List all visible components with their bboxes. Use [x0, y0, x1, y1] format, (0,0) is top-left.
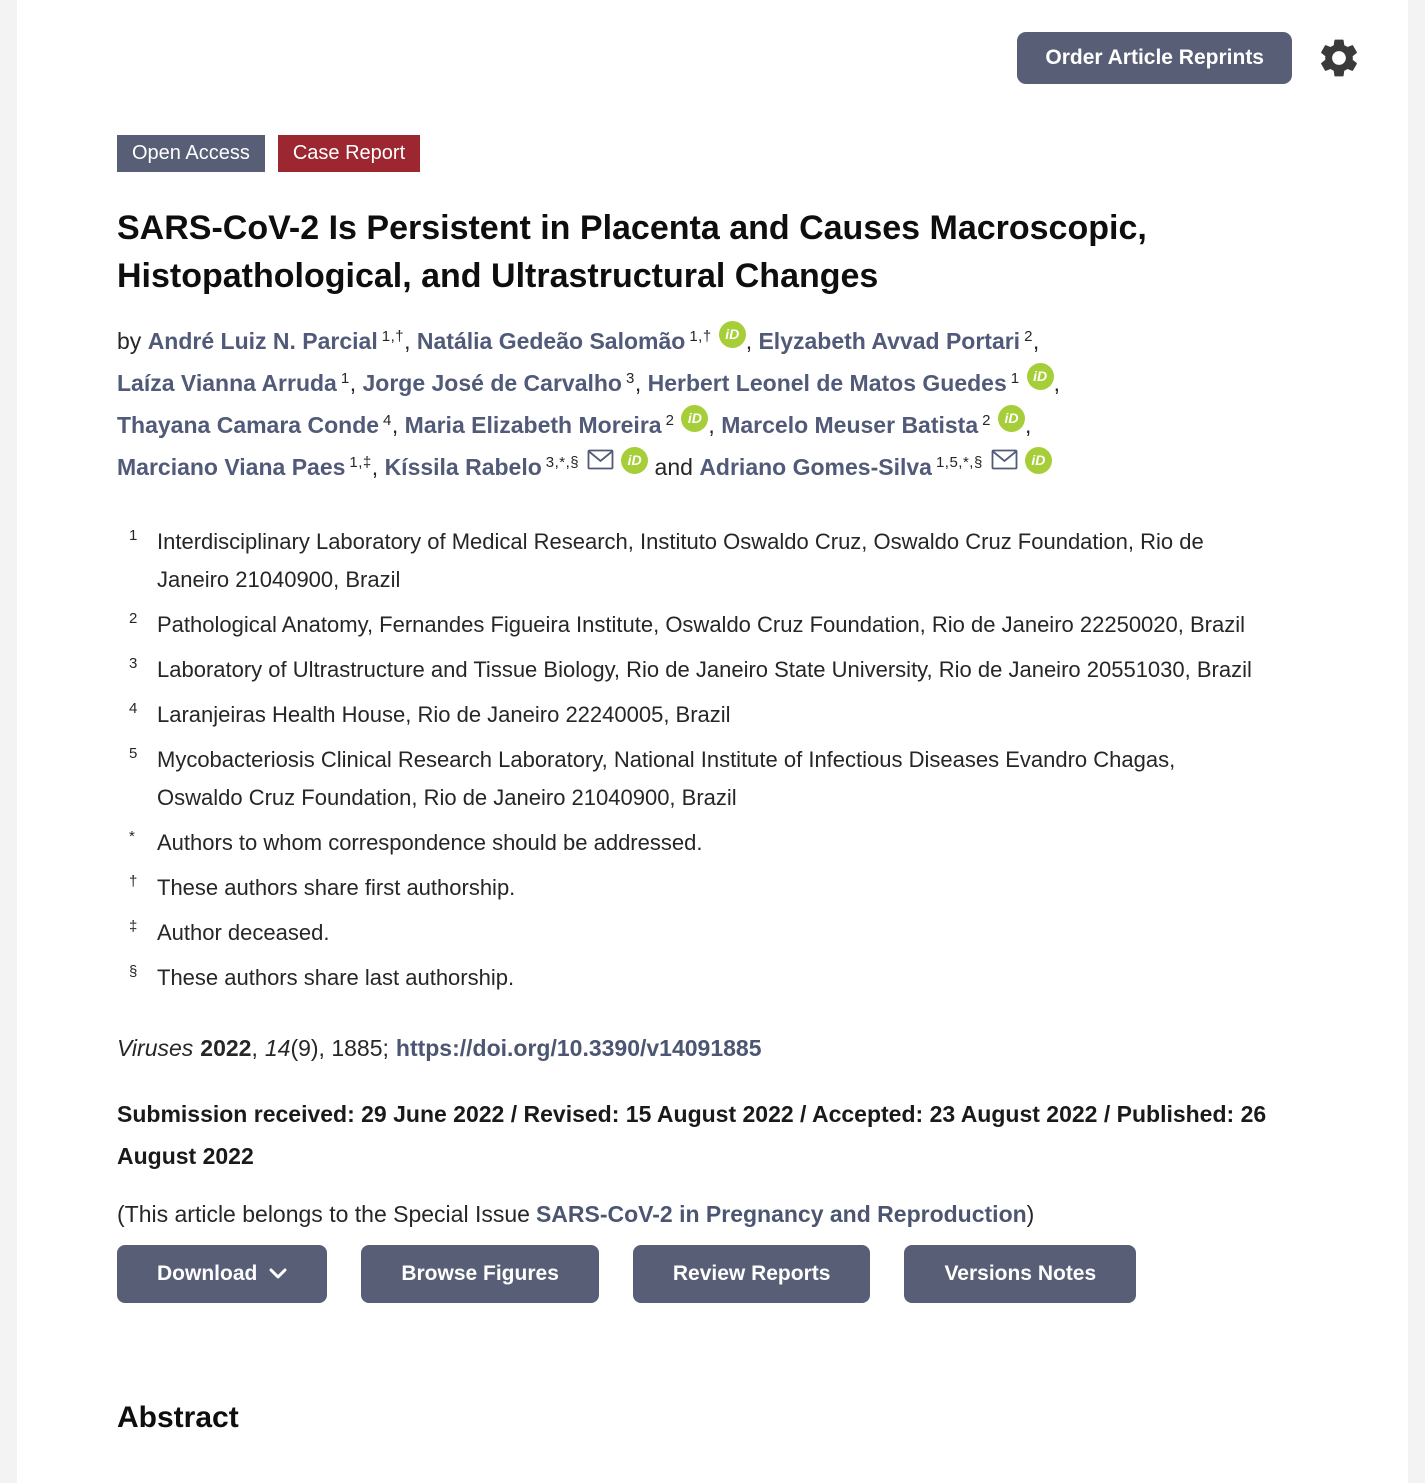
button-label: Download — [157, 1262, 258, 1285]
author-name-link[interactable]: Jorge José de Carvalho — [362, 370, 622, 396]
affiliation-marker: 4 — [129, 700, 138, 717]
affiliation-text: Laboratory of Ultrastructure and Tissue Biology, Rio de Janeiro State University, Rio de Janeiro 20551030, Brazil — [157, 657, 1252, 682]
author-separator: , — [745, 328, 759, 354]
affiliation-item — [117, 824, 1252, 862]
author-separator: , — [391, 412, 405, 438]
author-name-link[interactable]: Thayana Camara Conde — [117, 412, 380, 438]
doi-link[interactable]: https://doi.org/10.3390/v14091885 — [395, 1035, 762, 1061]
chevron-down-icon — [269, 1262, 287, 1286]
affiliation-text: Authors to whom correspondence should be addressed. — [157, 830, 703, 855]
affiliation-text: Mycobacteriosis Clinical Research Laboratory, National Institute of Infectious Diseases Evandro Chagas, Oswaldo Cruz Foundation, Rio de Janeiro 21040900, Brazil — [157, 747, 1176, 810]
author-superscript: 3,*,§ — [545, 454, 580, 471]
author — [117, 454, 385, 480]
author — [117, 412, 405, 438]
author-superscript: 1,‡ — [349, 454, 372, 471]
abstract-heading: Abstract — [117, 1401, 239, 1434]
affiliation-item — [117, 606, 1252, 644]
author-separator: , — [371, 454, 385, 480]
author-name-link[interactable]: Natália Gedeão Salomão — [416, 328, 686, 354]
affiliation-marker: ‡ — [129, 918, 138, 935]
open-access-badge: Open Access — [117, 135, 265, 172]
author-separator: and — [648, 454, 700, 480]
affiliation-text: These authors share first authorship. — [157, 875, 516, 900]
journal-name: Viruses — [117, 1035, 194, 1061]
author-superscript: 1 — [340, 370, 350, 387]
author-superscript: 2 — [665, 412, 675, 429]
author — [117, 370, 362, 396]
affiliation-text: Interdisciplinary Laboratory of Medical Research, Instituto Oswaldo Cruz, Oswaldo Cruz Foundation, Rio de Janeiro 21040900, Brazil — [157, 529, 1204, 592]
gear-icon[interactable] — [1316, 35, 1362, 81]
citation-issue-pages: (9), 1885; — [290, 1035, 389, 1061]
author-name-link[interactable]: Marciano Viana Paes — [117, 454, 346, 480]
author — [405, 412, 722, 438]
browse-figures-button[interactable] — [361, 1245, 599, 1303]
affiliation-text: Pathological Anatomy, Fernandes Figueira Institute, Oswaldo Cruz Foundation, Rio de Janeiro 22250020, Brazil — [157, 612, 1245, 637]
author — [758, 328, 1039, 354]
case-report-badge: Case Report — [278, 135, 420, 172]
author-name-link[interactable]: Herbert Leonel de Matos Guedes — [647, 370, 1007, 396]
author-superscript: 4 — [383, 412, 392, 429]
article-title: SARS-CoV-2 Is Persistent in Placenta and Causes Macroscopic, Histopathological, and Ultrastructural Changes — [117, 209, 1147, 295]
author-superscript: 2 — [982, 412, 991, 429]
author-name-link[interactable]: Laíza Vianna Arruda — [117, 370, 337, 396]
affiliation-marker: 2 — [129, 610, 138, 627]
affiliations-list — [117, 523, 1252, 997]
action-buttons-row — [117, 1245, 1362, 1303]
affiliation-text: Author deceased. — [157, 920, 330, 945]
submission-dates: Submission received: 29 June 2022 / Revised: 15 August 2022 / Accepted: 23 August 2022 / Published: 26 August 2022 — [117, 1101, 1267, 1169]
affiliation-marker: * — [129, 828, 135, 845]
author-superscript: 1,† — [381, 328, 405, 345]
affiliation-item — [117, 651, 1252, 689]
top-bar — [117, 0, 1362, 84]
download-button[interactable] — [117, 1245, 327, 1303]
affiliation-text: These authors share last authorship. — [157, 965, 515, 990]
affiliation-marker: † — [129, 873, 138, 890]
special-issue-prefix: (This article belongs to the Special Issue — [117, 1201, 530, 1227]
author-separator: , — [634, 370, 648, 396]
special-issue-note — [117, 1195, 1362, 1233]
author-separator: , — [349, 370, 363, 396]
author-name-link[interactable]: Elyzabeth Avvad Portari — [758, 328, 1021, 354]
author-superscript: 2 — [1024, 328, 1033, 345]
button-label: Versions Notes — [944, 1262, 1097, 1285]
button-label: Browse Figures — [401, 1262, 559, 1285]
author-separator: , — [1024, 412, 1032, 438]
citation-line — [117, 1029, 1362, 1067]
citation-separator: , — [251, 1035, 258, 1061]
affiliation-item — [117, 869, 1252, 907]
author-name-link[interactable]: Adriano Gomes-Silva — [699, 454, 932, 480]
badges-row — [117, 135, 1362, 172]
author-separator: , — [708, 412, 722, 438]
affiliation-item — [117, 914, 1252, 952]
email-envelope-icon[interactable] — [991, 443, 1018, 481]
author — [148, 328, 417, 354]
author — [385, 454, 700, 480]
affiliation-marker: § — [129, 963, 138, 980]
orcid-id-icon[interactable]: iD — [621, 447, 648, 474]
author-superscript: 1 — [1010, 370, 1020, 387]
author-name-link[interactable]: André Luiz N. Parcial — [147, 328, 378, 354]
orcid-id-icon[interactable]: iD — [719, 321, 746, 348]
special-issue-suffix: ) — [1026, 1201, 1035, 1227]
affiliation-item — [117, 696, 1252, 734]
button-label: Review Reports — [672, 1262, 831, 1285]
author — [417, 328, 759, 354]
affiliation-item — [117, 741, 1252, 817]
orcid-id-icon[interactable]: iD — [998, 405, 1025, 432]
author-superscript: 3 — [625, 370, 635, 387]
affiliation-marker: 3 — [129, 655, 138, 672]
author-separator: , — [1053, 370, 1060, 396]
special-issue-link[interactable]: SARS-CoV-2 in Pregnancy and Reproduction — [535, 1201, 1027, 1227]
author-byline — [117, 322, 1267, 490]
affiliation-item — [117, 523, 1252, 599]
orcid-id-icon[interactable]: iD — [1025, 447, 1052, 474]
by-prefix: by — [117, 328, 148, 354]
author-superscript: 1,5,*,§ — [935, 454, 983, 471]
versions-notes-button[interactable] — [904, 1245, 1136, 1303]
author-name-link[interactable]: Kíssila Rabelo — [384, 454, 542, 480]
affiliation-marker: 1 — [129, 527, 138, 544]
author — [362, 370, 647, 396]
author-name-link[interactable]: Marcelo Meuser Batista — [721, 412, 979, 438]
email-envelope-icon[interactable] — [587, 443, 614, 481]
citation-volume: 14 — [264, 1035, 291, 1061]
affiliation-text: Laranjeiras Health House, Rio de Janeiro 22240005, Brazil — [157, 702, 731, 727]
author-separator: , — [1032, 328, 1040, 354]
affiliation-marker: 5 — [129, 745, 138, 762]
author — [699, 454, 1052, 480]
article-page — [17, 0, 1408, 1483]
orcid-id-icon[interactable]: iD — [681, 405, 708, 432]
author — [721, 412, 1031, 438]
author — [648, 370, 1060, 396]
citation-year: 2022 — [200, 1035, 252, 1061]
affiliation-item — [117, 959, 1252, 997]
order-article-reprints-button[interactable]: Order Article Reprints — [1017, 32, 1292, 84]
review-reports-button[interactable] — [633, 1245, 871, 1303]
author-separator: , — [404, 328, 417, 354]
author-name-link[interactable]: Maria Elizabeth Moreira — [404, 412, 662, 438]
author-superscript: 1,† — [689, 328, 712, 345]
orcid-id-icon[interactable]: iD — [1027, 363, 1054, 390]
